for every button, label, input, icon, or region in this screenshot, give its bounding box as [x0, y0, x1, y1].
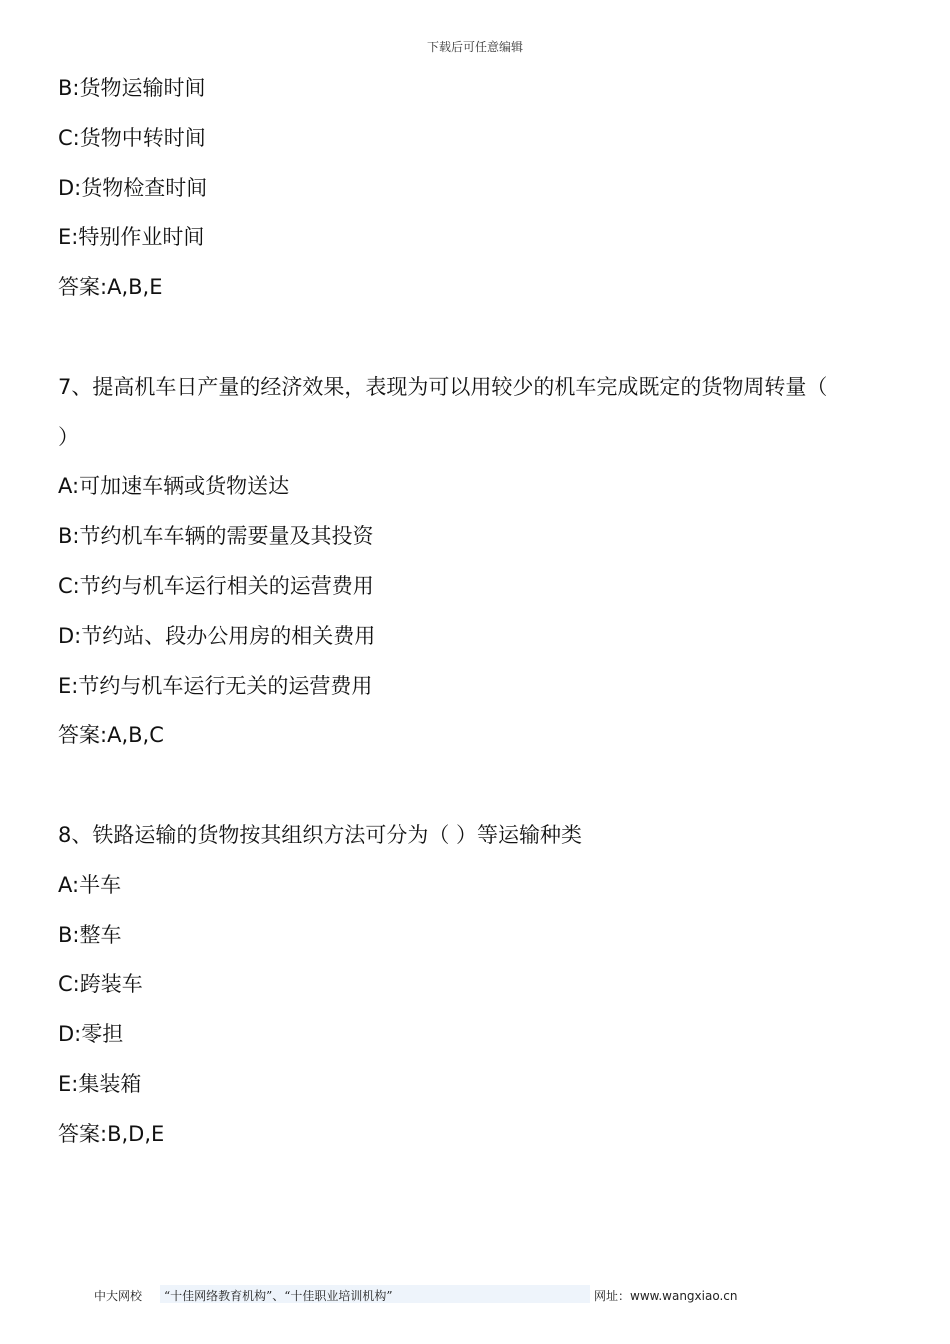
option-line: A:可加速车辆或货物送达: [58, 474, 290, 499]
block-gap: [58, 767, 908, 817]
option-line: B:节约机车车辆的需要量及其投资: [58, 524, 374, 549]
option-line: E:节约与机车运行无关的运营费用: [58, 673, 373, 698]
option-line: C:货物中转时间: [58, 125, 206, 150]
block-gap: [58, 319, 908, 369]
question-line: ）: [58, 424, 79, 449]
option-line: C:跨装车: [58, 972, 143, 997]
footer-website: 网址：www.wangxiao.cn: [594, 1289, 738, 1303]
answer-line: 答案:A,B,C: [58, 723, 164, 748]
option-line: B:货物运输时间: [58, 76, 206, 100]
option-line: D:货物检查时间: [58, 175, 208, 200]
question-line: 7、提高机车日产量的经济效果，表现为可以用较少的机车完成既定的货物周转量（: [58, 374, 828, 399]
option-line: A:半车: [58, 872, 122, 897]
answer-line: 答案:B,D,E: [58, 1121, 165, 1146]
option-line: D:零担: [58, 1022, 124, 1047]
option-line: D:节约站、段办公用房的相关费用: [58, 623, 376, 648]
option-line: B:整车: [58, 922, 122, 947]
option-line: E:特别作业时间: [58, 225, 205, 250]
option-line: C:节约与机车运行相关的运营费用: [58, 573, 374, 598]
footer-slogan: “十佳网络教育机构”、“十佳职业培训机构”: [164, 1289, 393, 1303]
option-line: E:集装箱: [58, 1071, 142, 1096]
answer-line: 答案:A,B,E: [58, 275, 163, 300]
document-body: [58, 70, 908, 1166]
question-line: 8、铁路运输的货物按其组织方法可分为（ ）等运输种类: [58, 822, 583, 847]
page-footer: [0, 1285, 950, 1305]
footer-school-name: 中大网校: [94, 1289, 143, 1303]
page-header-note: 下载后可任意编辑: [426, 40, 523, 54]
